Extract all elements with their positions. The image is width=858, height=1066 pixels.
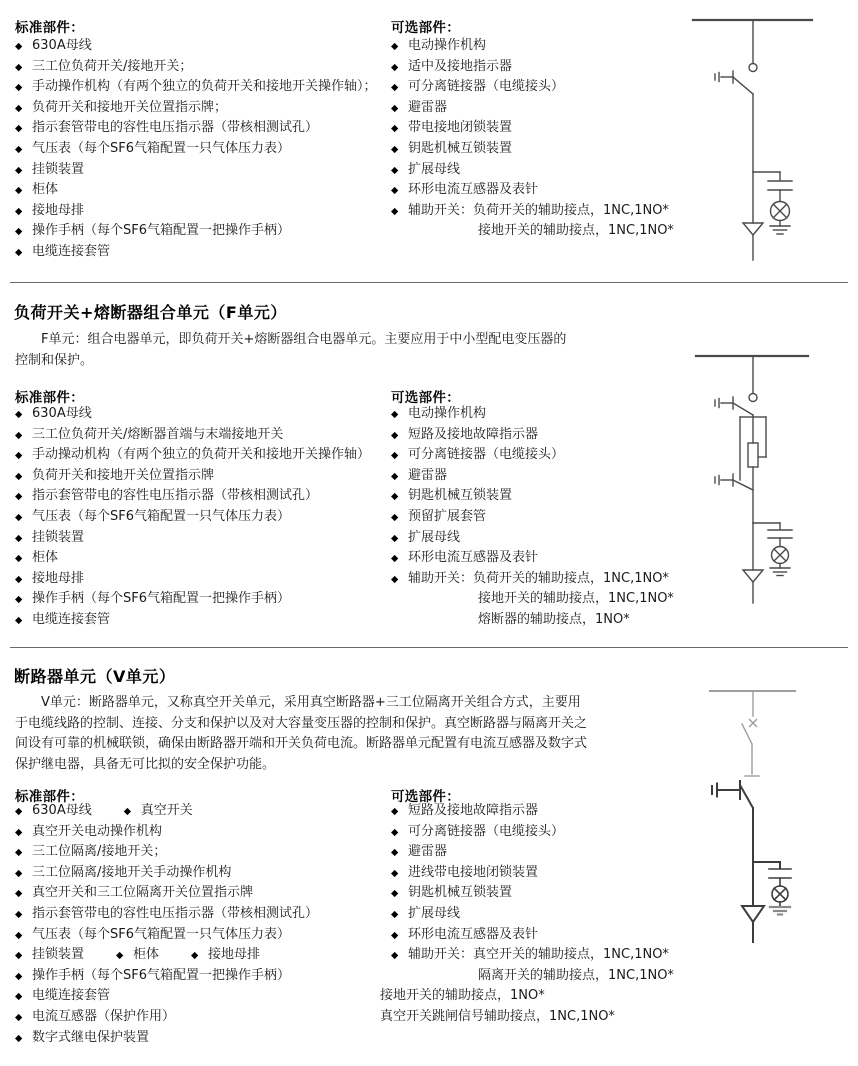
diamond-bullet-icon: ◆ [391, 553, 399, 565]
diamond-bullet-icon: ◆ [391, 806, 399, 817]
diamond-bullet-icon: ◆ [15, 450, 23, 462]
list-item [15, 466, 370, 487]
diamond-bullet-icon: ◆ [391, 511, 399, 523]
item-text: 进线带电接地闭锁装置 [408, 864, 539, 880]
item-text: 指示套管带电的容性电压指示器（带核相测试孔） [32, 905, 319, 921]
diamond-bullet-icon: ◆ [391, 826, 399, 838]
item-text: 柜体 [133, 947, 160, 963]
disconnector-blade [740, 785, 753, 808]
list-item [391, 883, 674, 904]
diamond-bullet-icon: ◆ [15, 573, 23, 585]
diamond-bullet-icon: ◆ [15, 929, 23, 941]
diamond-bullet-icon: ◆ [391, 429, 399, 441]
list-item [15, 77, 377, 98]
list-item [391, 160, 674, 181]
diamond-bullet-icon: ◆ [15, 226, 23, 238]
diamond-bullet-icon: ◆ [391, 102, 399, 114]
list-item [15, 548, 370, 569]
diamond-bullet-icon: ◆ [391, 532, 399, 544]
item-text: 短路及接地故障指示器 [408, 426, 539, 442]
item-text: 电缆连接套管 [32, 243, 111, 259]
list-item [391, 466, 674, 487]
list-item [15, 883, 318, 904]
list-item [15, 569, 370, 590]
diamond-bullet-icon: ◆ [191, 950, 199, 962]
list-item [391, 139, 674, 160]
diamond-bullet-icon: ◆ [391, 450, 399, 462]
item-text: 隔离开关的辅助接点，1NC,1NO* [478, 967, 674, 983]
diamond-bullet-icon: ◆ [15, 867, 23, 879]
list-item [391, 221, 674, 242]
diamond-bullet-icon: ◆ [15, 614, 23, 626]
standard-parts-label: 标准部件： [15, 20, 84, 36]
item-text: 接地母排 [32, 202, 85, 218]
diamond-bullet-icon: ◆ [391, 950, 399, 962]
diamond-bullet-icon: ◆ [15, 511, 23, 523]
diamond-bullet-icon: ◆ [15, 970, 23, 982]
diamond-bullet-icon: ◆ [391, 847, 399, 859]
list-item [391, 57, 674, 78]
diamond-bullet-icon: ◆ [15, 123, 23, 135]
item-text: 三工位负荷开关/熔断器首端与末端接地开关 [32, 426, 284, 442]
list-item [15, 822, 318, 843]
list-item [391, 404, 674, 425]
earthing-contact-icon [712, 781, 740, 799]
diamond-bullet-icon: ◆ [391, 61, 399, 73]
list-item [391, 569, 674, 590]
diamond-bullet-icon: ◆ [391, 123, 399, 135]
list-item [15, 180, 377, 201]
diamond-bullet-icon: ◆ [391, 929, 399, 941]
item-text: 带电接地闭锁装置 [408, 120, 513, 136]
optional-parts-list [391, 36, 674, 242]
list-item [15, 486, 370, 507]
optional-parts-label: 可选部件： [391, 789, 460, 805]
standard-parts-label: 标准部件： [15, 390, 84, 406]
item-text: 柜体 [32, 182, 59, 198]
diamond-bullet-icon: ◆ [116, 950, 124, 962]
item-text: 可分离链接器（电缆接头） [408, 447, 565, 463]
diamond-bullet-icon: ◆ [15, 205, 23, 217]
optional-parts-label: 可选部件： [391, 20, 460, 36]
item-text: 真空开关电动操作机构 [32, 823, 163, 839]
list-item [15, 160, 377, 181]
diamond-bullet-icon: ◆ [391, 470, 399, 482]
diamond-bullet-icon: ◆ [15, 847, 23, 859]
section-title: 负荷开关+熔断器组合单元（F单元） [14, 303, 287, 322]
list-item [15, 528, 370, 549]
list-item [380, 1007, 674, 1028]
diamond-bullet-icon: ◆ [391, 867, 399, 879]
list-item [15, 445, 370, 466]
capacitive-divider-icon [768, 530, 792, 538]
item-text: 三工位隔离/接地开关； [32, 844, 167, 860]
list-item [15, 1007, 318, 1028]
item-text: 避雷器 [408, 467, 448, 483]
section-circuit-breaker-unit [0, 648, 858, 1066]
item-text: 挂锁装置 [32, 947, 85, 963]
diamond-bullet-icon: ◆ [15, 164, 23, 176]
list-item [391, 548, 674, 569]
diamond-bullet-icon: ◆ [15, 429, 23, 441]
item-text: 真空开关跳闸信号辅助接点，1NC,1NO* [380, 1008, 615, 1024]
item-text: 接地开关的辅助接点，1NO* [380, 988, 545, 1004]
item-text: 接地开关的辅助接点，1NC,1NO* [478, 591, 674, 607]
item-text: 钥匙机械互锁装置 [408, 488, 513, 504]
diamond-bullet-icon: ◆ [391, 41, 399, 52]
item-text: 可分离链接器（电缆接头） [408, 823, 565, 839]
diamond-bullet-icon: ◆ [391, 573, 399, 585]
list-item [391, 445, 674, 466]
switch-blade-bottom [733, 480, 753, 490]
diamond-bullet-icon: ◆ [391, 185, 399, 197]
item-text: 真空开关 [140, 803, 193, 818]
list-item [15, 925, 318, 946]
item-text: 数字式继电保护装置 [32, 1029, 150, 1045]
item-text: 熔断器的辅助接点，1NO* [478, 611, 630, 627]
item-text: 辅助开关：真空开关的辅助接点，1NC,1NO* [408, 947, 669, 963]
diamond-bullet-icon: ◆ [15, 491, 23, 503]
list-item [391, 486, 674, 507]
item-text: 接地母排 [208, 947, 261, 963]
diamond-bullet-icon: ◆ [391, 143, 399, 155]
diamond-bullet-icon: ◆ [15, 61, 23, 73]
list-item [15, 404, 370, 425]
voltage-indicator-lamp-icon [772, 547, 789, 564]
list-item [15, 589, 370, 610]
item-text: 扩展母线 [408, 161, 461, 177]
item-text: 真空开关和三工位隔离开关位置指示牌 [32, 885, 254, 901]
capacitive-divider-icon [768, 181, 792, 190]
earthing-contact-icon [715, 71, 733, 83]
section-fuse-combination-unit [0, 283, 858, 648]
list-item [380, 986, 674, 1007]
list-item [391, 180, 674, 201]
item-text: 操作手柄（每个SF6气箱配置一把操作手柄） [32, 967, 291, 983]
item-text: 指示套管带电的容性电压指示器（带核相测试孔） [32, 488, 319, 504]
item-text: 钥匙机械互锁装置 [408, 140, 513, 156]
list-item [15, 242, 377, 263]
list-item [391, 36, 674, 57]
list-item [391, 842, 674, 863]
cable-bushing-triangle [743, 223, 763, 235]
diamond-bullet-icon: ◆ [15, 102, 23, 114]
diamond-bullet-icon: ◆ [15, 143, 23, 155]
item-text: 挂锁装置 [32, 529, 85, 545]
item-text: 操作手柄（每个SF6气箱配置一把操作手柄） [32, 591, 291, 607]
diamond-bullet-icon: ◆ [391, 82, 399, 94]
breaker-blade [742, 724, 752, 744]
diamond-bullet-icon: ◆ [391, 409, 399, 420]
diamond-bullet-icon: ◆ [15, 470, 23, 482]
list-item [15, 610, 370, 631]
item-text: 电缆连接套管 [32, 611, 111, 627]
diamond-bullet-icon: ◆ [391, 164, 399, 176]
item-text: 电动操作机构 [408, 38, 487, 53]
diamond-bullet-icon: ◆ [123, 806, 132, 817]
section-intro: F单元：组合电器单元，即负荷开关+熔断器组合电器单元。主要应用于中小型配电变压器的控制和保护。 [15, 332, 567, 368]
item-text: 气压表（每个SF6气箱配置一只气体压力表） [32, 508, 291, 524]
item-text: 三工位负荷开关/接地开关； [32, 58, 193, 74]
cable-bushing-triangle [742, 906, 764, 922]
load-switch-unit-single-line-diagram [688, 10, 853, 275]
item-text: 电缆连接套管 [32, 988, 111, 1004]
diamond-bullet-icon: ◆ [15, 888, 23, 900]
circuit-breaker-unit-single-line-diagram [688, 678, 853, 950]
item-text: 环形电流互感器及表针 [408, 550, 539, 566]
optional-parts-label: 可选部件： [391, 390, 460, 406]
list-item [391, 801, 674, 822]
item-text: 630A母线 [32, 38, 92, 53]
voltage-indicator-lamp-icon [772, 886, 788, 902]
item-text: 操作手柄（每个SF6气箱配置一把操作手柄） [32, 223, 291, 239]
switch-blade [733, 77, 753, 94]
diamond-bullet-icon: ◆ [391, 205, 399, 217]
list-item [391, 118, 674, 139]
optional-parts-list [380, 801, 674, 1028]
list-item [15, 842, 318, 863]
item-text: 辅助开关：负荷开关的辅助接点，1NC,1NO* [408, 202, 669, 218]
diamond-bullet-icon: ◆ [15, 991, 23, 1003]
item-text: 挂锁装置 [32, 161, 85, 177]
item-text: 手动操动机构（有两个独立的负荷开关和接地开关操作轴） [32, 447, 371, 463]
diamond-bullet-icon: ◆ [15, 826, 23, 838]
item-text: 电流互感器（保护作用） [32, 1008, 176, 1024]
list-item [15, 801, 318, 822]
item-text: 630A母线 [32, 406, 92, 421]
item-text: 接地母排 [32, 570, 85, 586]
switch-contact-circle [749, 394, 757, 402]
optional-parts-list [391, 404, 674, 631]
list-item [391, 610, 674, 631]
item-text: 钥匙机械互锁装置 [408, 885, 513, 901]
cable-bushing-triangle [743, 570, 763, 582]
list-item [15, 904, 318, 925]
list-item [391, 98, 674, 119]
item-text: 环形电流互感器及表针 [408, 182, 539, 198]
list-item [15, 966, 318, 987]
diamond-bullet-icon: ◆ [15, 594, 23, 606]
diamond-bullet-icon: ◆ [15, 246, 23, 258]
list-item [15, 36, 377, 57]
diamond-bullet-icon: ◆ [15, 409, 23, 420]
standard-parts-list [15, 801, 318, 1048]
list-item [15, 863, 318, 884]
diamond-bullet-icon: ◆ [15, 553, 23, 565]
list-item [391, 589, 674, 610]
item-text: 接地开关的辅助接点，1NC,1NO* [478, 223, 674, 239]
list-item [15, 57, 377, 78]
list-item [15, 425, 370, 446]
ground-icon [770, 907, 790, 915]
item-text: 扩展母线 [408, 905, 461, 921]
item-text: 630A母线 [32, 803, 92, 818]
item-text: 三工位隔离/接地开关手动操作机构 [32, 864, 232, 880]
item-text: 环形电流互感器及表针 [408, 926, 539, 942]
list-item [391, 201, 674, 222]
standard-parts-list [15, 404, 370, 631]
list-item [15, 945, 318, 966]
diamond-bullet-icon: ◆ [15, 82, 23, 94]
list-item [391, 425, 674, 446]
diamond-bullet-icon: ◆ [15, 41, 23, 52]
list-item [391, 528, 674, 549]
diamond-bullet-icon: ◆ [15, 185, 23, 197]
fuse-combination-unit-single-line-diagram [688, 345, 853, 607]
diamond-bullet-icon: ◆ [15, 908, 23, 920]
section-intro: V单元：断路器单元，又称真空开关单元，采用真空断路器+三工位隔离开关组合方式，主要用于电缆线路的控制、连接、分支和保护以及对大容量变压器的控制和保护。真空断路器与隔离开关之间设有可靠的机械联锁，确保由断路器开端和开关负荷电流。断路器单元配置有电流互感器及数字式保护继电器，具备无可比拟的安全保护功能。 [15, 695, 588, 772]
voltage-indicator-lamp-icon [771, 202, 790, 221]
item-text: 可分离链接器（电缆接头） [408, 79, 565, 95]
list-item [391, 945, 674, 966]
item-text: 适中及接地指示器 [408, 58, 513, 74]
list-item [15, 139, 377, 160]
standard-parts-label: 标准部件： [15, 789, 84, 805]
list-item [391, 822, 674, 843]
list-item [391, 904, 674, 925]
item-text: 气压表（每个SF6气箱配置一只气体压力表） [32, 140, 291, 156]
earthing-contact-icon-top [715, 397, 733, 409]
item-text: 避雷器 [408, 99, 448, 115]
item-text: 气压表（每个SF6气箱配置一只气体压力表） [32, 926, 291, 942]
list-item [391, 77, 674, 98]
diamond-bullet-icon: ◆ [15, 1011, 23, 1023]
list-item [15, 98, 377, 119]
item-text: 电动操作机构 [408, 406, 487, 421]
item-text: 指示套管带电的容性电压指示器（带核相测试孔） [32, 120, 319, 136]
list-item [15, 986, 318, 1007]
item-text: 柜体 [32, 550, 59, 566]
diamond-bullet-icon: ◆ [391, 888, 399, 900]
section-title: 断路器单元（V单元） [14, 667, 176, 686]
item-text: 辅助开关：负荷开关的辅助接点，1NC,1NO* [408, 570, 669, 586]
item-text: 手动操作机构（有两个独立的负荷开关和接地开关操作轴）； [32, 79, 377, 95]
list-item [15, 507, 370, 528]
diamond-bullet-icon: ◆ [391, 908, 399, 920]
diamond-bullet-icon: ◆ [15, 950, 23, 962]
diamond-bullet-icon: ◆ [391, 491, 399, 503]
diamond-bullet-icon: ◆ [15, 1032, 23, 1044]
fuse-symbol [748, 443, 758, 467]
standard-parts-list [15, 36, 377, 263]
item-text: 预留扩展套管 [408, 508, 487, 524]
diamond-bullet-icon: ◆ [15, 806, 23, 817]
item-text: 负荷开关和接地开关位置指示牌； [32, 99, 228, 115]
list-item [391, 925, 674, 946]
vacuum-breaker-contact-cross-icon [750, 720, 757, 727]
item-text: 短路及接地故障指示器 [408, 803, 539, 818]
ground-icon [770, 568, 790, 576]
item-text: 避雷器 [408, 844, 448, 860]
list-item [15, 1028, 318, 1049]
capacitive-divider-icon [769, 869, 791, 878]
diamond-bullet-icon: ◆ [15, 532, 23, 544]
switch-contact-circle [749, 64, 757, 72]
list-item [15, 221, 377, 242]
list-item [391, 966, 674, 987]
earthing-contact-icon-bottom [715, 474, 733, 486]
item-text: 扩展母线 [408, 529, 461, 545]
list-item [391, 507, 674, 528]
list-item [15, 118, 377, 139]
switch-blade [733, 403, 753, 415]
item-text: 负荷开关和接地开关位置指示牌 [32, 467, 215, 483]
section-load-switch-unit [0, 0, 858, 283]
list-item [15, 201, 377, 222]
list-item [391, 863, 674, 884]
ground-icon [770, 226, 790, 234]
